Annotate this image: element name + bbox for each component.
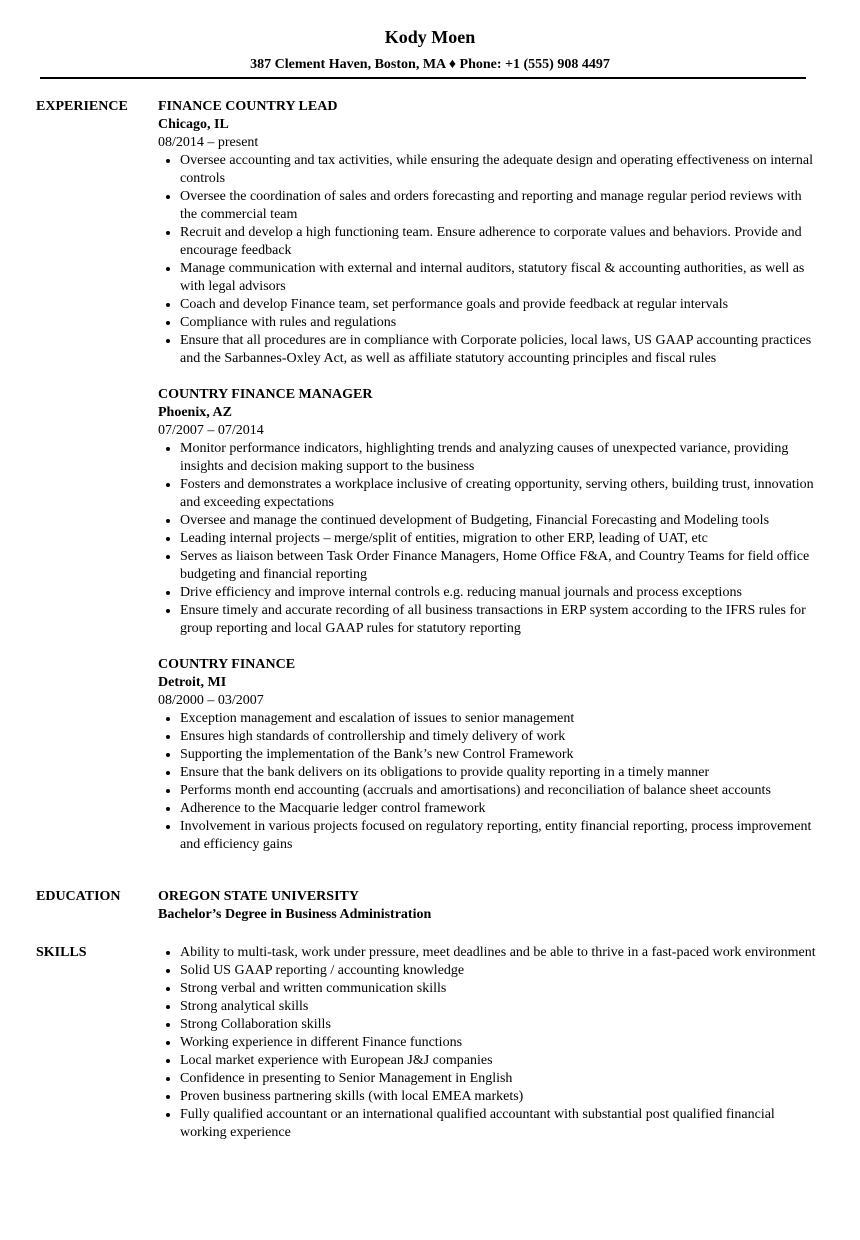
list-item: Working experience in different Finance functions: [180, 1034, 820, 1052]
job-bullets: [158, 440, 820, 638]
skills-list: [158, 944, 820, 1142]
list-item: Confidence in presenting to Senior Management in English: [180, 1070, 820, 1088]
list-item: Coach and develop Finance team, set performance goals and provide feedback at regular intervals: [180, 296, 820, 314]
list-item: Recruit and develop a high functioning team. Ensure adherence to corporate values and behaviors. Provide and encourage feedback: [180, 224, 820, 260]
list-item: Ensure timely and accurate recording of all business transactions in ERP system according to the IFRS rules for group reporting and local GAAP rules for statutory reporting: [180, 602, 820, 638]
list-item: Manage communication with external and internal auditors, statutory fiscal & accounting authorities, as well as with legal advisors: [180, 260, 820, 296]
list-item: Fosters and demonstrates a workplace inclusive of creating opportunity, serving others, building trust, innovation and exceeding expectations: [180, 476, 820, 512]
job-entry: [158, 386, 820, 638]
list-item: Monitor performance indicators, highlighting trends and analyzing causes of unexpected variance, providing insights and decision making support to the business: [180, 440, 820, 476]
degree: Bachelor’s Degree in Business Administration: [158, 907, 432, 922]
list-item: Local market experience with European J&J companies: [180, 1052, 820, 1070]
list-item: Ensures high standards of controllership and timely delivery of work: [180, 728, 820, 746]
list-item: Proven business partnering skills (with local EMEA markets): [180, 1088, 820, 1106]
list-item: Involvement in various projects focused on regulatory reporting, entity financial reporting, process improvement and efficiency gains: [180, 818, 820, 854]
job-entry: [158, 656, 820, 854]
section-label-skills: SKILLS: [36, 945, 87, 960]
list-item: Serves as liaison between Task Order Finance Managers, Home Office F&A, and Country Teams for field office budgeting and financial reporting: [180, 548, 820, 584]
job-location: Detroit, MI: [158, 675, 227, 690]
list-item: Ensure that the bank delivers on its obligations to provide quality reporting in a timely manner: [180, 764, 820, 782]
job-title: FINANCE COUNTRY LEAD: [158, 99, 338, 114]
list-item: Performs month end accounting (accruals and amortisations) and reconciliation of balance sheet accounts: [180, 782, 820, 800]
list-item: Solid US GAAP reporting / accounting knowledge: [180, 962, 820, 980]
list-item: Fully qualified accountant or an international qualified accountant with substantial post qualified financial working experience: [180, 1106, 820, 1142]
header-divider: [40, 77, 806, 79]
job-dates: 08/2000 – 03/2007: [158, 693, 264, 708]
list-item: Strong verbal and written communication skills: [180, 980, 820, 998]
job-title: COUNTRY FINANCE MANAGER: [158, 387, 373, 402]
list-item: Compliance with rules and regulations: [180, 314, 820, 332]
resume-header: [0, 0, 860, 74]
job-entry: [158, 98, 820, 368]
list-item: Leading internal projects – merge/split of entities, migration to other ERP, leading of UAT, etc: [180, 530, 820, 548]
section-label-experience: EXPERIENCE: [36, 99, 128, 114]
list-item: Adherence to the Macquarie ledger control framework: [180, 800, 820, 818]
list-item: Ensure that all procedures are in compliance with Corporate policies, local laws, US GAAP accounting practices and the Sarbannes-Oxley Act, as well as affiliate statutory accounting principles and fiscal rules: [180, 332, 820, 368]
job-location: Phoenix, AZ: [158, 405, 232, 420]
list-item: Oversee the coordination of sales and orders forecasting and reporting and manage regular period reviews with the commercial team: [180, 188, 820, 224]
section-label-education: EDUCATION: [36, 889, 121, 904]
job-title: COUNTRY FINANCE: [158, 657, 296, 672]
job-dates: 08/2014 – present: [158, 135, 259, 150]
school-name: OREGON STATE UNIVERSITY: [158, 889, 359, 904]
job-location: Chicago, IL: [158, 117, 229, 132]
list-item: Ability to multi-task, work under pressure, meet deadlines and be able to thrive in a fast-paced work environment: [180, 944, 820, 962]
job-bullets: [158, 710, 820, 854]
list-item: Strong analytical skills: [180, 998, 820, 1016]
list-item: Exception management and escalation of issues to senior management: [180, 710, 820, 728]
contact-line: 387 Clement Haven, Boston, MA ♦ Phone: +1 (555) 908 4497: [250, 57, 610, 72]
list-item: Drive efficiency and improve internal controls e.g. reducing manual journals and process exceptions: [180, 584, 820, 602]
list-item: Oversee and manage the continued development of Budgeting, Financial Forecasting and Modeling tools: [180, 512, 820, 530]
candidate-name: Kody Moen: [384, 27, 476, 47]
list-item: Strong Collaboration skills: [180, 1016, 820, 1034]
list-item: Oversee accounting and tax activities, while ensuring the adequate design and operating effectiveness on internal controls: [180, 152, 820, 188]
list-item: Supporting the implementation of the Bank’s new Control Framework: [180, 746, 820, 764]
job-dates: 07/2007 – 07/2014: [158, 423, 264, 438]
job-bullets: [158, 152, 820, 368]
